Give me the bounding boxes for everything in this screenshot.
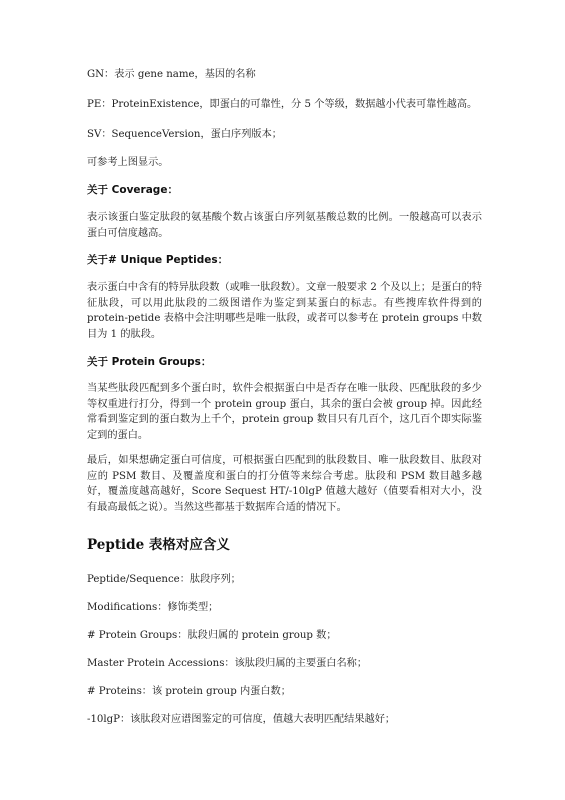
protein-groups-paragraph: 当某些肽段匹配到多个蛋白时，软件会根据蛋白中是否存在唯一肽段、匹配肽段的多少等权重进行打分，得到一个 protein group 蛋白，其余的蛋白会被 group 掉。因此经常看到鉴定到的蛋白数为上千个，protein group 数目只有几百个，这几百个即实际鉴定到的蛋白。 [87, 383, 482, 441]
peptide-table-heading: Peptide 表格对应含义 [87, 537, 230, 553]
conclusion-paragraph: 最后，如果想确定蛋白可信度，可根据蛋白匹配到的肽段数目、唯一肽段数目、肽段对应的 PSM 数目、及覆盖度和蛋白的打分值等来综合考虑。肽段和 PSM 数目越多越好，覆盖度越高越好，Score Sequest HT/-10lgP 值越大越好（值要看相对大小，没有最高最低之说）。当然这些都基于数据库合适的情况下。 [87, 455, 482, 513]
master-protein-definition: Master Protein Accessions：该肽段归属的主要蛋白名称； [87, 658, 368, 669]
pe-definition: PE：ProteinExistence，即蛋白的可靠性，分 5 个等级，数据越小代表可靠性越高。 [87, 99, 478, 110]
gn-definition: GN：表示 gene name，基因的名称 [87, 69, 256, 80]
modifications-definition: Modifications：修饰类型； [87, 602, 219, 613]
unique-peptides-paragraph: 表示蛋白中含有的特异肽段数（或唯一肽段数）。文章一般要求 2 个及以上；是蛋白的特征肽段，可以用此肽段的二级图谱作为鉴定到某蛋白的标志。有些搜库软件得到的 protein-petide 表格中会注明哪些是唯一肽段，或者可以参考在 protein groups 中数目为 1 的肽段。 [87, 282, 482, 340]
coverage-paragraph: 表示该蛋白鉴定肽段的氨基酸个数占该蛋白序列氨基酸总数的比例。一般越高可以表示蛋白可信度越高。 [87, 212, 482, 239]
lgp-definition: -10lgP：该肽段对应谱图鉴定的可信度，值越大表明匹配结果越好； [87, 714, 396, 725]
coverage-heading: 关于 Coverage： [87, 184, 178, 196]
protein-groups-heading: 关于 Protein Groups： [87, 356, 212, 368]
proteins-count-definition: # Proteins：该 protein group 内蛋白数； [87, 686, 291, 697]
protein-groups-count-definition: # Protein Groups：肽段归属的 protein group 数； [87, 630, 337, 641]
sv-definition: SV：SequenceVersion，蛋白序列版本； [87, 129, 282, 140]
peptide-sequence-definition: Peptide/Sequence：肽段序列； [87, 574, 241, 585]
reference-note: 可参考上图显示。 [87, 157, 169, 168]
unique-peptides-heading: 关于# Unique Peptides： [87, 254, 229, 266]
